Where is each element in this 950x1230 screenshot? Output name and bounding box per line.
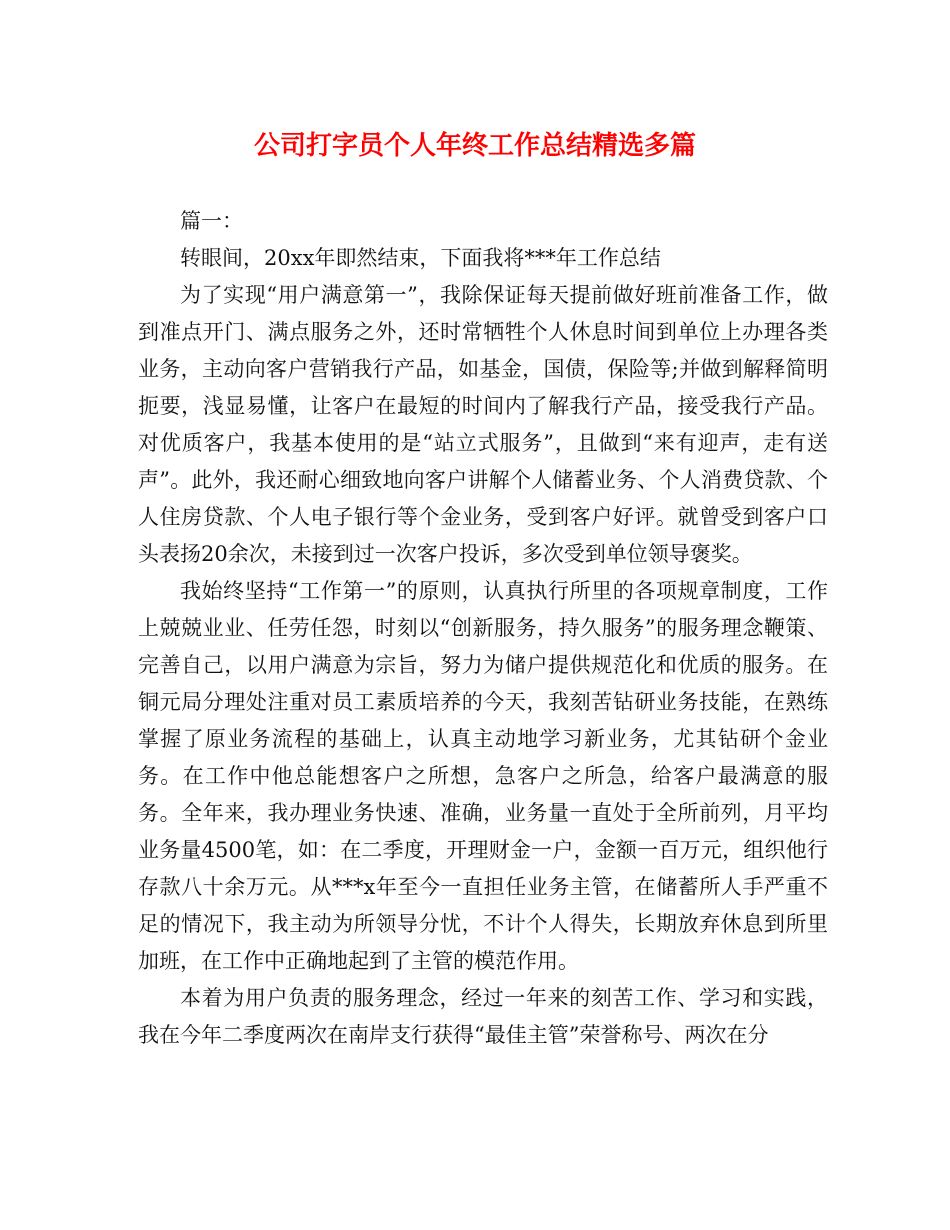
body-paragraph-1: 为了实现“用户满意第一”，我除保证每天提前做好班前准备工作，做到准点开门、满点服务之外，还时常牺牲个人休息时间到单位上办理各类业务，主动向客户营销我行产品，如基金，国债，保险等;并做到解释简明扼要，浅显易懂，让客户在最短的时间内了解我行产品，接受我行产品。对优质客户，我基本使用的是“站立式服务”，且做到“来有迎声，走有送声”。此外，我还耐心细致地向客户讲解个人储蓄业务、个人消费贷款、个人住房贷款、个人电子银行等个金业务，受到客户好评。就曾受到客户口头表扬20余次，未接到过一次客户投诉，多次受到单位领导褒奖。 bbox=[138, 283, 828, 566]
document-title: 公司打字员个人年终工作总结精选多篇 bbox=[253, 131, 696, 161]
body-paragraph-2: 我始终坚持“工作第一”的原则，认真执行所里的各项规章制度，工作上兢兢业业、任劳任怨，时刻以“创新服务，持久服务”的服务理念鞭策、完善自己，以用户满意为宗旨，努力为储户提供规范化和优质的服务。在铜元局分理处注重对员工素质培养的今天，我刻苦钻研业务技能，在熟练掌握了原业务流程的基础上，认真主动地学习新业务，尤其钻研个金业务。在工作中他总能想客户之所想，急客户之所急，给客户最满意的服务。全年来，我办理业务快速、准确，业务量一直处于全所前列，月平均业务量4500笔，如：在二季度，开理财金一户，金额一百万元，组织他行存款八十余万元。从***x年至今一直担任业务主管，在储蓄所人手严重不足的情况下，我主动为所领导分忧，不计个人得失，长期放弃休息到所里加班，在工作中正确地起到了主管的模范作用。 bbox=[138, 579, 828, 973]
intro-paragraph: 转眼间，20xx年即然结束，下面我将***年工作总结 bbox=[180, 246, 661, 270]
section-label: 篇一： bbox=[180, 209, 243, 233]
body-paragraph-3: 本着为用户负责的服务理念，经过一年来的刻苦工作、学习和实践，我在今年二季度两次在南岸支行获得“最佳主管”荣誉称号、两次在分 bbox=[138, 986, 828, 1047]
document-body bbox=[138, 203, 828, 1054]
